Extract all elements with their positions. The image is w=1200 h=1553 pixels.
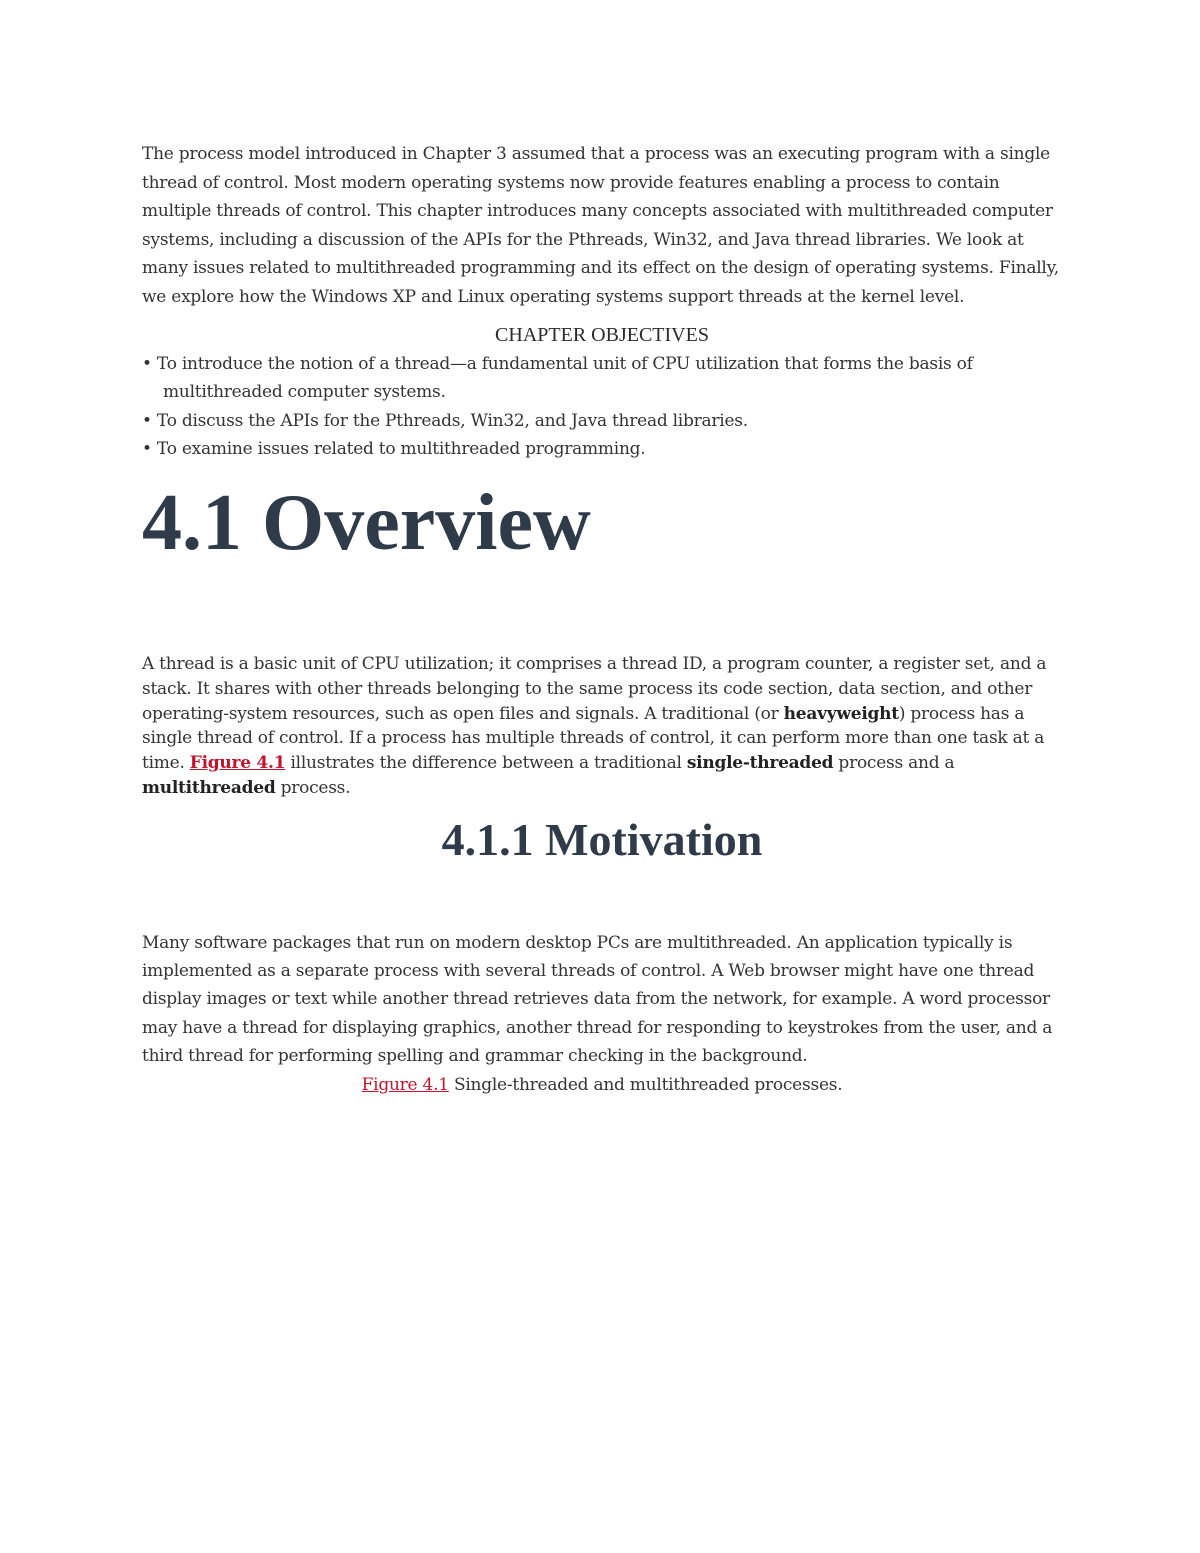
objective-item: • To introduce the notion of a thread—a fundamental unit of CPU utilization that forms the basis of multithreaded computer systems. <box>142 353 973 403</box>
figure-caption <box>142 1070 1062 1100</box>
section-heading-overview: 4.1 Overview <box>142 478 591 567</box>
overview-text: process. <box>275 777 351 798</box>
chapter-objectives-list <box>142 350 1062 464</box>
chapter-objectives-heading: CHAPTER OBJECTIVES <box>495 323 709 346</box>
overview-paragraph <box>142 652 1062 801</box>
term-multithreaded: multithreaded <box>142 777 276 798</box>
overview-text: A thread is a basic unit of CPU utilization; it comprises a thread ID, a program counter, a register set, and a stack. It shares with other threads belonging to the same process its code section, data section, and other operating-system resources, such as open files and signals. A traditional (or <box>142 653 1047 724</box>
overview-text: illustrates the difference between a traditional <box>285 753 687 774</box>
figure-caption-link[interactable]: Figure 4.1 <box>361 1075 449 1096</box>
document-page <box>142 140 1062 1100</box>
overview-text: process and a <box>833 753 955 774</box>
intro-paragraph: The process model introduced in Chapter 3 assumed that a process was an executing program with a single thread of control. Most modern operating systems now provide features enabling a process to contain multiple threads of control. This chapter introduces many concepts associated with multithreaded computer systems, including a discussion of the APIs for the Pthreads, Win32, and Java thread libraries. We look at many issues related to multithreaded programming and its effect on the design of operating systems. Finally, we explore how the Windows XP and Linux operating systems support threads at the kernel level. <box>142 144 1059 307</box>
overview-text: ) process has a single thread of control. If a process has multiple threads of control, it can perform more than one task at a time. <box>142 703 1045 774</box>
figure-caption-text: Single-threaded and multithreaded processes. <box>448 1075 843 1096</box>
section-heading-motivation: 4.1.1 Motivation <box>441 813 763 865</box>
term-single-threaded: single-threaded <box>686 753 834 774</box>
objective-item: • To discuss the APIs for the Pthreads, Win32, and Java thread libraries. <box>142 410 748 431</box>
figure-link[interactable]: Figure 4.1 <box>189 753 286 774</box>
motivation-paragraph: Many software packages that run on modern desktop PCs are multithreaded. An application typically is implemented as a separate process with several threads of control. A Web browser might have one thread display images or text while another thread retrieves data from the network, for example. A word processor may have a thread for displaying graphics, another thread for responding to keystrokes from the user, and a third thread for performing spelling and grammar checking in the background. <box>142 932 1053 1066</box>
term-heavyweight: heavyweight <box>783 703 899 724</box>
objective-item: • To examine issues related to multithreaded programming. <box>142 439 646 460</box>
